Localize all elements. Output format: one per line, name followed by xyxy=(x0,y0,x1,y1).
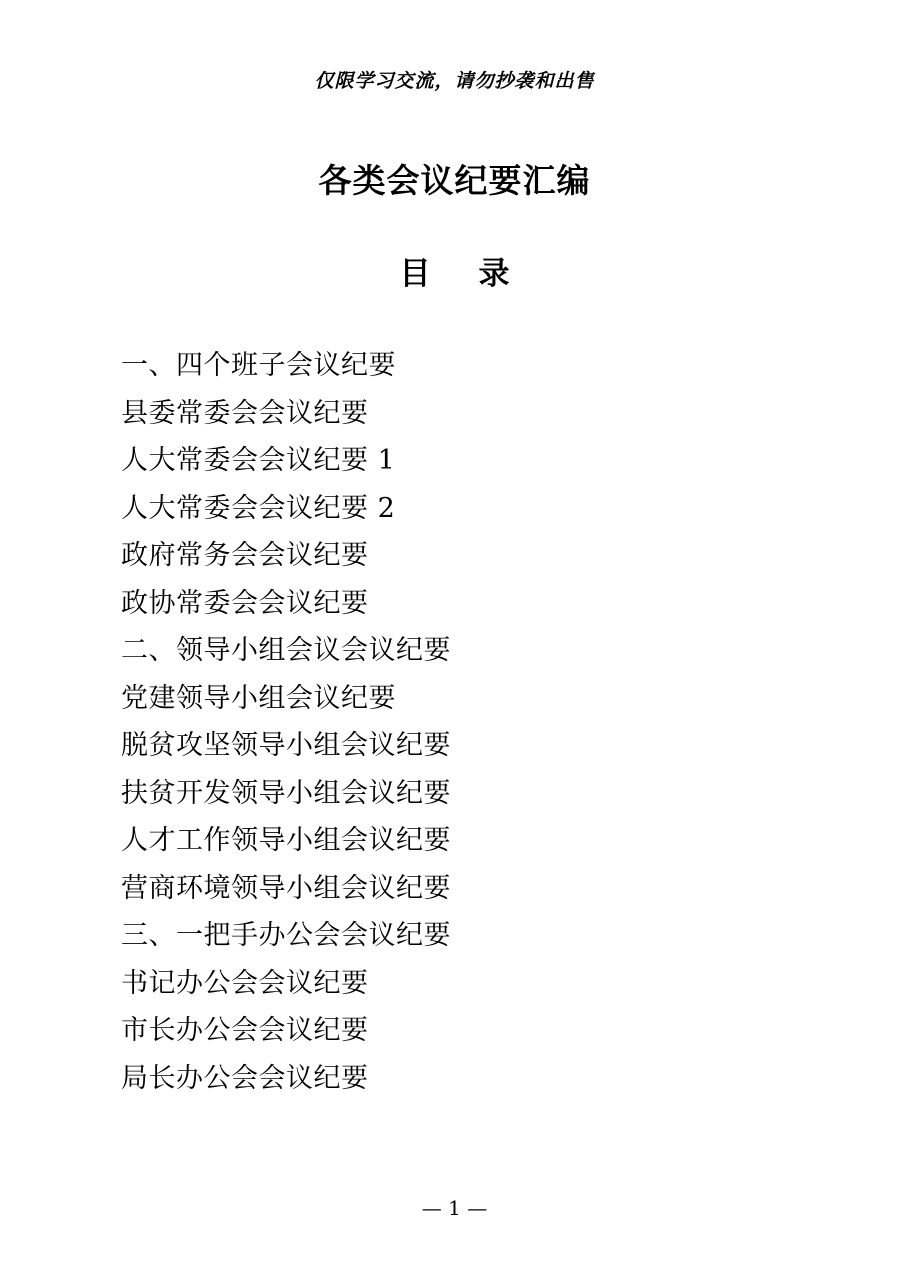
toc-item: 市长办公会会议纪要 xyxy=(121,1015,369,1046)
toc-section-2: 二、领导小组会议会议纪要 xyxy=(121,635,451,666)
toc-heading xyxy=(0,252,909,296)
toc-item: 人大常委会会议纪要 1 xyxy=(121,445,396,476)
toc-section-1: 一、四个班子会议纪要 xyxy=(121,350,396,381)
toc-heading-left: 目 xyxy=(399,256,431,292)
toc-section-3: 三、一把手办公会会议纪要 xyxy=(121,920,451,951)
page-number: — 1 — xyxy=(421,1196,488,1220)
toc-item: 党建领导小组会议纪要 xyxy=(121,682,396,714)
header-note: 仅限学习交流，请勿抄袭和出售 xyxy=(314,70,595,92)
toc-item: 书记办公会会议纪要 xyxy=(121,967,369,999)
toc-list xyxy=(121,342,801,1102)
toc-heading-right: 录 xyxy=(478,256,510,292)
toc-item: 政府常务会会议纪要 xyxy=(121,540,369,571)
document-title: 各类会议纪要汇编 xyxy=(318,161,591,200)
toc-item: 局长办公会会议纪要 xyxy=(121,1062,369,1094)
toc-item: 脱贫攻坚领导小组会议纪要 xyxy=(121,730,451,761)
toc-item: 营商环境领导小组会议纪要 xyxy=(121,872,451,904)
toc-item: 人才工作领导小组会议纪要 xyxy=(121,825,451,856)
toc-item: 政协常委会会议纪要 xyxy=(121,587,369,619)
toc-item: 人大常委会会议纪要 2 xyxy=(121,492,396,524)
toc-item: 县委常委会会议纪要 xyxy=(121,397,369,429)
toc-item: 扶贫开发领导小组会议纪要 xyxy=(121,777,451,809)
